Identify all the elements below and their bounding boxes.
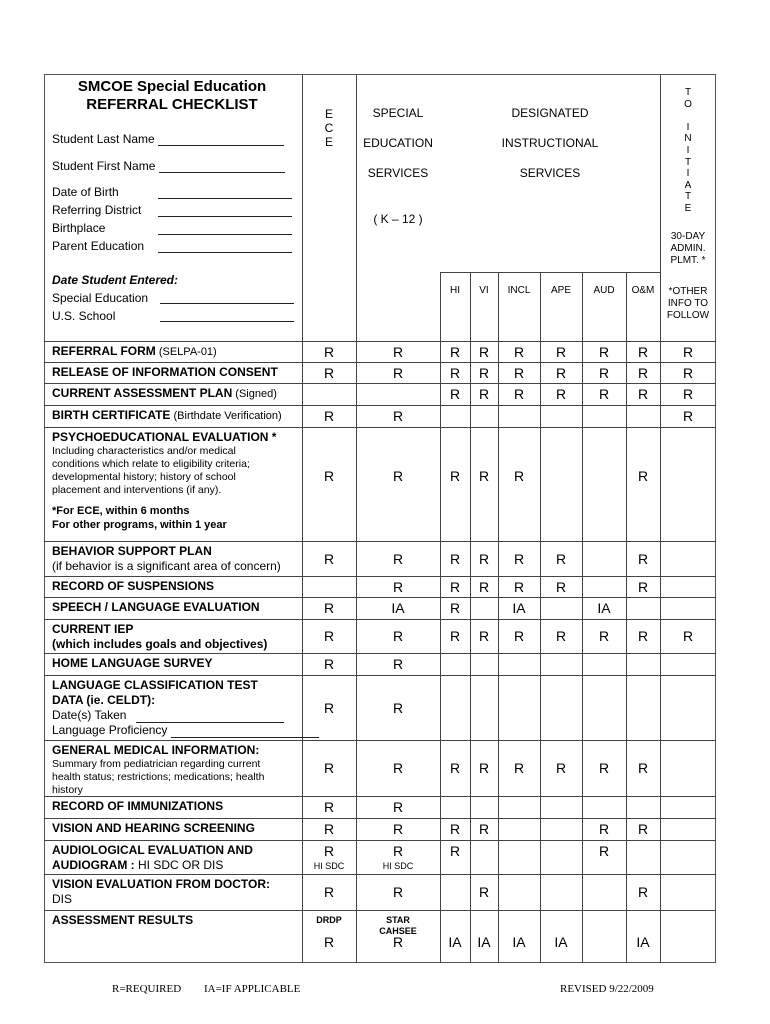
checklist-cell: IA bbox=[512, 934, 526, 950]
checklist-cell: R bbox=[513, 760, 525, 776]
checklist-cell: R bbox=[682, 408, 694, 424]
header-text: SPECIAL bbox=[372, 106, 424, 120]
grid-line bbox=[44, 597, 716, 598]
header-text: INSTRUCTIONAL bbox=[501, 136, 599, 150]
checklist-cell: R bbox=[478, 550, 490, 567]
checklist-cell: R bbox=[392, 408, 404, 424]
header-text: E bbox=[684, 203, 692, 214]
checklist-cell: R bbox=[513, 579, 525, 595]
row-label: GENERAL MEDICAL INFORMATION: bbox=[52, 743, 260, 757]
checklist-cell: R bbox=[449, 600, 461, 616]
row-label: REFERRAL FORM (SELPA-01) bbox=[52, 344, 217, 358]
header-text: C bbox=[324, 121, 334, 135]
checklist-cell: R bbox=[392, 799, 404, 815]
checklist-cell: R bbox=[392, 699, 404, 716]
row-label: SPEECH / LANGUAGE EVALUATION bbox=[52, 600, 260, 614]
header-text: I bbox=[686, 145, 690, 156]
row-label: HOME LANGUAGE SURVEY bbox=[52, 656, 213, 670]
checklist-cell: R bbox=[449, 760, 461, 776]
checklist-cell: R bbox=[449, 843, 461, 859]
checklist-cell: R bbox=[449, 365, 461, 381]
checklist-cell: R bbox=[392, 344, 404, 360]
row-sublabel: health status; restrictions; medications; health bbox=[52, 771, 265, 783]
header-text: INFO TO bbox=[667, 298, 709, 309]
row-label: CURRENT IEP bbox=[52, 622, 134, 636]
checklist-cell: R bbox=[478, 344, 490, 360]
checklist-cell: R bbox=[682, 365, 694, 381]
checklist-cell: R bbox=[513, 365, 525, 381]
grid-line bbox=[44, 818, 716, 819]
checklist-cell: R bbox=[682, 628, 694, 644]
checklist-cell: R bbox=[637, 386, 649, 402]
birthplace-label: Birthplace bbox=[52, 221, 106, 235]
checklist-cell: R bbox=[513, 628, 525, 644]
checklist-cell: R bbox=[513, 386, 525, 402]
checklist-cell: R bbox=[637, 550, 649, 567]
grid-line bbox=[440, 272, 660, 273]
header-text: I bbox=[686, 168, 690, 180]
checklist-cell: R bbox=[598, 386, 610, 402]
checklist-cell: R bbox=[392, 934, 404, 950]
checklist-cell: R bbox=[637, 884, 649, 900]
checklist-cell: R bbox=[392, 628, 404, 644]
row-sublabel: history bbox=[52, 784, 83, 796]
grid-line bbox=[44, 675, 716, 676]
cell-note: HI SDC bbox=[313, 861, 345, 871]
checklist-cell: R bbox=[478, 579, 490, 595]
header-text: *OTHER bbox=[668, 286, 708, 297]
checklist-cell: R bbox=[598, 821, 610, 837]
us-school-date-label: U.S. School bbox=[52, 309, 116, 323]
checklist-cell: R bbox=[323, 843, 335, 859]
row-label: RECORD OF SUSPENSIONS bbox=[52, 579, 215, 593]
grid-line bbox=[44, 796, 716, 797]
special-ed-date-label: Special Education bbox=[52, 291, 149, 305]
header-text: E bbox=[324, 107, 333, 121]
checklist-cell: R bbox=[598, 628, 610, 644]
row-sublabel: (which includes goals and objectives) bbox=[52, 637, 268, 651]
checklist-cell: R bbox=[449, 550, 461, 567]
row-sublabel: DIS bbox=[52, 892, 73, 906]
header-text: PLMT. * bbox=[670, 255, 706, 266]
student-last-name-label: Student Last Name bbox=[52, 132, 284, 146]
checklist-cell: R bbox=[637, 628, 649, 644]
header-text: SERVICES bbox=[367, 166, 429, 180]
checklist-cell: R bbox=[392, 365, 404, 381]
checklist-cell: R bbox=[323, 550, 335, 567]
header-text: INCL bbox=[507, 285, 531, 296]
checklist-cell: R bbox=[478, 468, 490, 484]
row-label: PSYCHOEDUCATIONAL EVALUATION * bbox=[52, 430, 277, 444]
checklist-cell: IA bbox=[391, 600, 405, 616]
cell-note: CAHSEE bbox=[379, 926, 417, 936]
row-label: AUDIOLOGICAL EVALUATION AND bbox=[52, 843, 253, 857]
checklist-cell: R bbox=[682, 386, 694, 402]
checklist-cell: IA bbox=[477, 934, 491, 950]
checklist-cell: R bbox=[392, 550, 404, 567]
date-entered-heading: Date Student Entered: bbox=[52, 273, 179, 287]
legend-required: R=REQUIRED bbox=[112, 983, 182, 995]
grid-line bbox=[44, 341, 716, 342]
row-label: RELEASE OF INFORMATION CONSENT bbox=[52, 365, 278, 379]
row-label: ASSESSMENT RESULTS bbox=[52, 913, 194, 927]
checklist-cell: R bbox=[449, 468, 461, 484]
checklist-cell: R bbox=[449, 386, 461, 402]
checklist-cell: R bbox=[449, 579, 461, 595]
header-text: O bbox=[684, 98, 692, 110]
row-sublabel: developmental history; history of school bbox=[52, 471, 236, 483]
checklist-cell: R bbox=[478, 884, 490, 900]
checklist-cell: R bbox=[513, 344, 525, 360]
checklist-cell: R bbox=[323, 628, 335, 644]
checklist-cell: R bbox=[637, 365, 649, 381]
checklist-cell: R bbox=[637, 760, 649, 776]
district-label: Referring District bbox=[52, 203, 142, 217]
checklist-cell: R bbox=[449, 344, 461, 360]
header-text: O&M bbox=[631, 285, 655, 296]
header-text: E bbox=[324, 135, 333, 149]
row-label: VISION EVALUATION FROM DOCTOR: bbox=[52, 877, 270, 891]
checklist-cell: R bbox=[513, 550, 525, 567]
checklist-cell: R bbox=[555, 628, 567, 644]
header-text: HI bbox=[450, 285, 460, 296]
grid-line bbox=[44, 653, 716, 654]
checklist-cell: R bbox=[478, 386, 490, 402]
grid-line bbox=[44, 619, 716, 620]
grid-line bbox=[44, 840, 716, 841]
checklist-cell: IA bbox=[636, 934, 650, 950]
checklist-cell: R bbox=[323, 760, 335, 776]
checklist-cell: R bbox=[323, 884, 335, 900]
checklist-cell: R bbox=[478, 821, 490, 837]
checklist-cell: IA bbox=[448, 934, 462, 950]
header-text: APE bbox=[550, 285, 571, 296]
checklist-cell: R bbox=[478, 628, 490, 644]
header-text: N bbox=[684, 133, 692, 145]
header-text: ( K – 12 ) bbox=[373, 212, 423, 226]
header-text: DESIGNATED bbox=[511, 106, 589, 120]
grid-line bbox=[44, 541, 716, 542]
grid-line bbox=[44, 427, 716, 428]
checklist-cell: R bbox=[392, 468, 404, 484]
grid-line bbox=[44, 910, 716, 911]
checklist-cell: R bbox=[637, 821, 649, 837]
cell-note: STAR bbox=[386, 915, 410, 925]
checklist-cell: R bbox=[555, 386, 567, 402]
checklist-cell: R bbox=[598, 365, 610, 381]
checklist-cell: R bbox=[555, 344, 567, 360]
header-text: T bbox=[684, 87, 692, 98]
checklist-cell: R bbox=[323, 468, 335, 484]
form-subtitle: REFERRAL CHECKLIST bbox=[86, 96, 258, 113]
checklist-cell: IA bbox=[597, 600, 611, 616]
checklist-cell: R bbox=[392, 884, 404, 900]
checklist-cell: R bbox=[323, 799, 335, 815]
checklist-cell: R bbox=[323, 344, 335, 360]
revised-date: REVISED 9/22/2009 bbox=[560, 983, 654, 995]
row-sublabel: placement and interventions (if any). bbox=[52, 484, 222, 496]
checklist-cell: R bbox=[637, 344, 649, 360]
checklist-cell: R bbox=[392, 760, 404, 776]
row-sublabel: (if behavior is a significant area of concern) bbox=[52, 559, 281, 573]
row-label: BIRTH CERTIFICATE (Birthdate Verification) bbox=[52, 408, 282, 422]
header-text: I bbox=[686, 121, 690, 133]
cell-note: HI SDC bbox=[382, 861, 414, 871]
checklist-cell: R bbox=[598, 344, 610, 360]
checklist-cell: R bbox=[392, 843, 404, 859]
header-text: FOLLOW bbox=[666, 310, 710, 321]
checklist-cell: R bbox=[478, 365, 490, 381]
checklist-cell: R bbox=[392, 821, 404, 837]
grid-line bbox=[44, 576, 716, 577]
checklist-cell: R bbox=[323, 934, 335, 950]
student-first-name-label: Student First Name bbox=[52, 159, 285, 173]
row-sublabel: conditions which relate to eligibility criteria; bbox=[52, 458, 250, 470]
checklist-cell: R bbox=[323, 656, 335, 672]
row-sublabel: DATA (ie. CELDT): bbox=[52, 693, 156, 707]
grid-line bbox=[44, 874, 716, 875]
parent-education-label: Parent Education bbox=[52, 239, 145, 253]
checklist-cell: R bbox=[449, 628, 461, 644]
header-text: AUD bbox=[593, 285, 615, 296]
checklist-cell: R bbox=[555, 550, 567, 567]
checklist-cell: R bbox=[323, 821, 335, 837]
header-text: A bbox=[684, 179, 692, 191]
row-label: CURRENT ASSESSMENT PLAN (Signed) bbox=[52, 386, 277, 400]
row-label: BEHAVIOR SUPPORT PLAN bbox=[52, 544, 212, 558]
checklist-cell: R bbox=[555, 579, 567, 595]
checklist-cell: R bbox=[323, 408, 335, 424]
header-text: T bbox=[684, 191, 692, 203]
header-text: EDUCATION bbox=[363, 136, 433, 150]
header-text: ADMIN. bbox=[670, 243, 706, 254]
row-label: LANGUAGE CLASSIFICATION TEST bbox=[52, 678, 258, 692]
grid-line bbox=[44, 383, 716, 384]
checklist-cell: R bbox=[392, 579, 404, 595]
checklist-cell: R bbox=[598, 843, 610, 859]
checklist-cell: IA bbox=[512, 600, 526, 616]
checklist-cell: R bbox=[637, 468, 649, 484]
checklist-cell: R bbox=[555, 760, 567, 776]
legend-if-applicable: IA=IF APPLICABLE bbox=[204, 983, 301, 995]
checklist-cell: R bbox=[323, 365, 335, 381]
cell-note: DRDP bbox=[316, 915, 342, 925]
header-text: 30-DAY bbox=[670, 231, 706, 242]
row-footnote: *For ECE, within 6 months bbox=[52, 505, 190, 517]
row-sublabel: Language Proficiency bbox=[52, 723, 319, 738]
checklist-cell: IA bbox=[554, 934, 568, 950]
dob-label: Date of Birth bbox=[52, 185, 119, 199]
row-label: RECORD OF IMMUNIZATIONS bbox=[52, 799, 224, 813]
checklist-cell: R bbox=[598, 760, 610, 776]
row-sublabel: AUDIOGRAM : HI SDC OR DIS bbox=[52, 858, 224, 872]
checklist-cell: R bbox=[555, 365, 567, 381]
checklist-cell: R bbox=[323, 699, 335, 716]
row-label: VISION AND HEARING SCREENING bbox=[52, 821, 255, 835]
form-title: SMCOE Special Education bbox=[77, 78, 267, 95]
checklist-cell: R bbox=[323, 600, 335, 616]
grid-line bbox=[44, 405, 716, 406]
row-footnote: For other programs, within 1 year bbox=[52, 519, 227, 531]
checklist-cell: R bbox=[513, 468, 525, 484]
checklist-cell: R bbox=[478, 760, 490, 776]
grid-line bbox=[44, 740, 716, 741]
checklist-cell: R bbox=[682, 344, 694, 360]
row-sublabel: Date(s) Taken bbox=[52, 708, 284, 723]
row-sublabel: Summary from pediatrician regarding current bbox=[52, 758, 261, 770]
header-text: T bbox=[684, 156, 692, 168]
grid-line bbox=[44, 362, 716, 363]
header-text: SERVICES bbox=[519, 166, 581, 180]
checklist-cell: R bbox=[449, 821, 461, 837]
row-sublabel: Including characteristics and/or medical bbox=[52, 445, 236, 457]
header-text: VI bbox=[479, 285, 489, 296]
checklist-cell: R bbox=[392, 656, 404, 672]
checklist-cell: R bbox=[637, 579, 649, 595]
